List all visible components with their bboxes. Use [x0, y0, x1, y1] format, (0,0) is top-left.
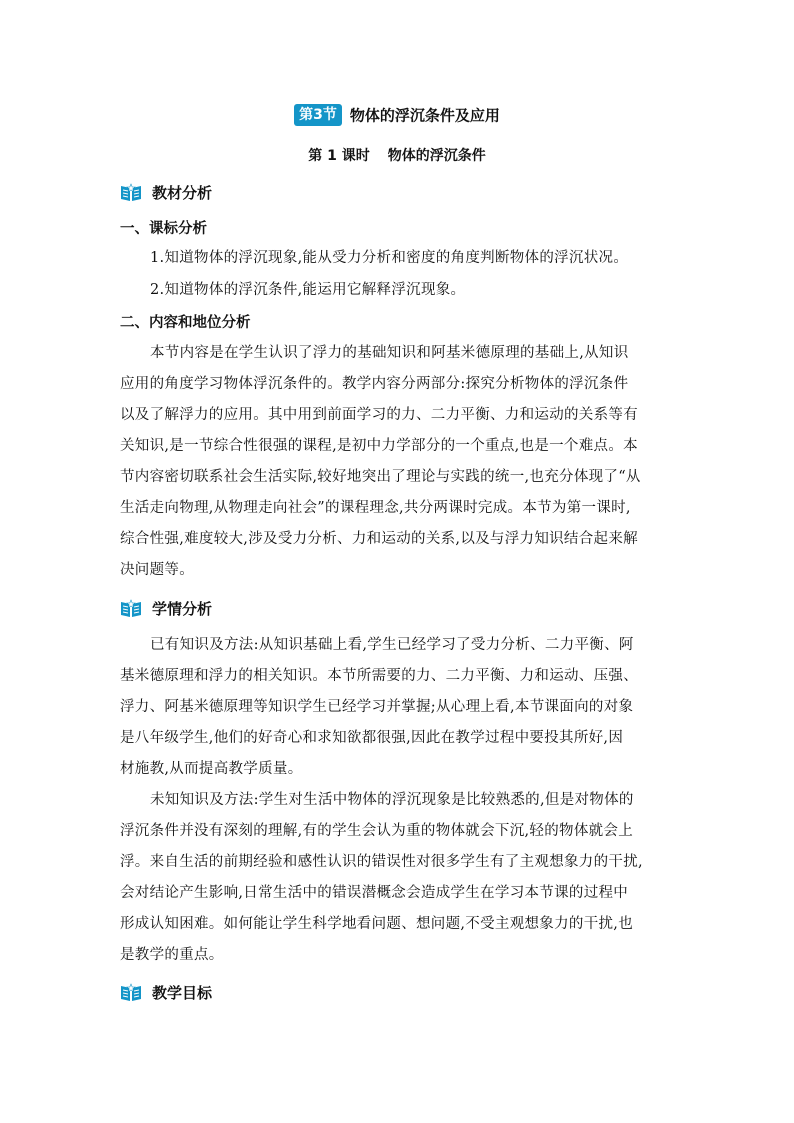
content-line: 关知识,是一节综合性很强的课程,是初中力学部分的一个重点,也是一个难点。本 [120, 438, 638, 454]
student-line: 浮。来自生活的前期经验和感性认识的错误性对很多学生有了主观想象力的干扰, [120, 854, 643, 870]
content-line: 决问题等。 [120, 562, 194, 578]
heading-students [120, 596, 212, 620]
student-line: 已有知识及方法:从知识基础上看,学生已经学习了受力分析、二力平衡、阿 [150, 637, 634, 653]
student-line: 形成认知困难。如何能让学生科学地看问题、想问题,不受主观想象力的干扰,也 [120, 916, 634, 932]
content-line: 综合性强,难度较大,涉及受力分析、力和运动的关系,以及与浮力知识结合起来解 [120, 531, 638, 547]
student-line: 材施教,从而提高教学质量。 [120, 761, 303, 777]
student-line: 会对结论产生影响,日常生活中的错误潜概念会造成学生在学习本节课的过程中 [120, 885, 629, 901]
student-line: 是教学的重点。 [120, 947, 224, 963]
content-line: 应用的角度学习物体浮沉条件的。教学内容分两部分:探究分析物体的浮沉条件 [120, 376, 629, 392]
student-line: 基米德原理和浮力的相关知识。本节所需要的力、二力平衡、力和运动、压强、 [120, 668, 638, 684]
open-book-icon [120, 598, 142, 618]
student-line: 浮力、阿基米德原理等知识学生已经学习并掌握;从心理上看,本节课面向的对象 [120, 699, 634, 715]
section-title-text: 物体的浮沉条件及应用 [349, 106, 500, 125]
curriculum-item: 2.知道物体的浮沉条件,能运用它解释浮沉现象。 [150, 282, 466, 298]
heading-materials [120, 180, 212, 204]
student-line: 未知知识及方法:学生对生活中物体的浮沉现象是比较熟悉的,但是对物体的 [150, 792, 634, 808]
content-line: 本节内容是在学生认识了浮力的基础知识和阿基米德原理的基础上,从知识 [150, 345, 629, 361]
heading-goals [120, 980, 212, 1004]
open-book-icon [120, 982, 142, 1002]
curriculum-heading: 一、课标分析 [120, 221, 207, 237]
content-line: 生活走向物理,从物理走向社会”的课程理念,共分两课时完成。本节为第一课时, [120, 500, 631, 516]
lesson-subtitle [0, 145, 794, 165]
heading-goals-text: 教学目标 [152, 983, 213, 1002]
heading-students-text: 学情分析 [152, 599, 213, 618]
section-title [0, 104, 794, 126]
content-line: 以及了解浮力的应用。其中用到前面学习的力、二力平衡、力和运动的关系等有 [120, 407, 638, 423]
curriculum-item: 1.知道物体的浮沉现象,能从受力分析和密度的角度判断物体的浮沉状况。 [150, 250, 629, 266]
heading-materials-text: 教材分析 [152, 183, 213, 202]
lesson-title: 物体的浮沉条件 [387, 148, 486, 164]
section-badge: 第3节 [294, 104, 342, 126]
student-line: 浮沉条件并没有深刻的理解,有的学生会认为重的物体就会下沉,轻的物体就会上 [120, 823, 634, 839]
lesson-label: 第 1 课时 [308, 148, 370, 164]
student-line: 是八年级学生,他们的好奇心和求知欲都很强,因此在教学过程中要投其所好,因 [120, 730, 624, 746]
content-line: 节内容密切联系社会生活实际,较好地突出了理论与实践的统一,也充分体现了“从 [120, 469, 641, 485]
open-book-icon [120, 182, 142, 202]
content-heading: 二、内容和地位分析 [120, 315, 251, 331]
